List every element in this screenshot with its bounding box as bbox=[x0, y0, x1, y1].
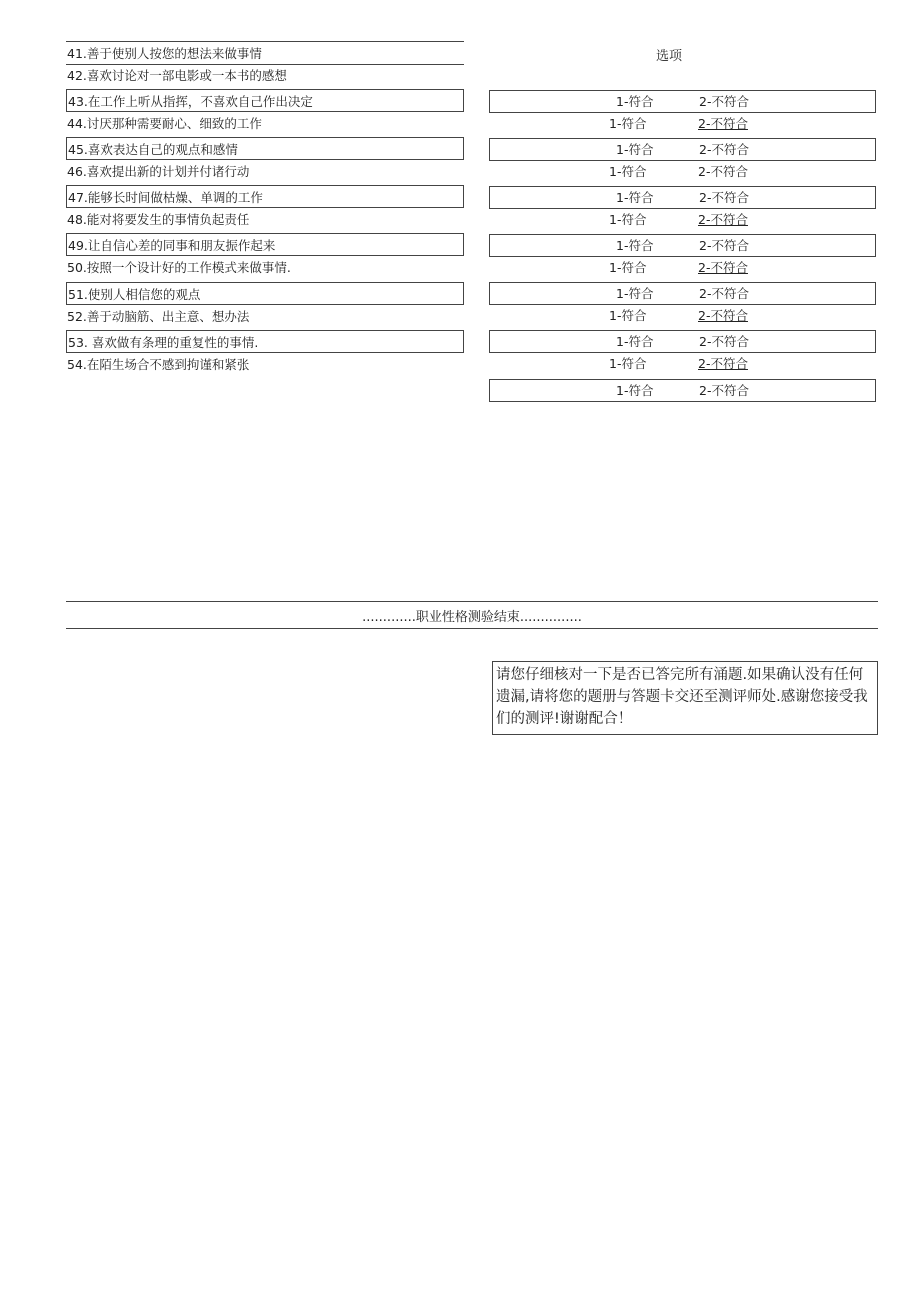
question-52: 52.善于动脑筋、出主意、想办法 bbox=[67, 309, 250, 324]
question-42: 42.喜欢讨论对一部电影或一本书的感想 bbox=[67, 68, 287, 83]
option-yes[interactable]: 1-符合 bbox=[616, 190, 654, 205]
option-yes[interactable]: 1-符合 bbox=[609, 164, 647, 179]
question-43: 43.在工作上听从指挥，不喜欢自己作出决定 bbox=[66, 89, 464, 112]
divider-bottom bbox=[66, 628, 878, 629]
option-row bbox=[489, 330, 876, 353]
option-no[interactable]: 2-不符合 bbox=[698, 164, 748, 179]
question-47: 47.能够长时间做枯燥、单调的工作 bbox=[66, 185, 464, 208]
option-yes[interactable]: 1-符合 bbox=[609, 116, 647, 131]
option-no[interactable]: 2-不符合 bbox=[698, 356, 748, 371]
divider-top bbox=[66, 601, 878, 602]
option-no[interactable]: 2-不符合 bbox=[698, 308, 748, 323]
question-54: 54.在陌生场合不感到拘谨和紧张 bbox=[67, 357, 250, 372]
option-yes[interactable]: 1-符合 bbox=[609, 212, 647, 227]
option-yes[interactable]: 1-符合 bbox=[616, 334, 654, 349]
question-49: 49.让自信心差的同事和朋友振作起来 bbox=[66, 233, 464, 256]
question-51: 51.使别人相信您的观点 bbox=[66, 282, 464, 305]
option-row bbox=[489, 305, 876, 328]
option-yes[interactable]: 1-符合 bbox=[609, 260, 647, 275]
option-no[interactable]: 2-不符合 bbox=[699, 238, 749, 253]
option-no[interactable]: 2-不符合 bbox=[699, 94, 749, 109]
options-header: 选项 bbox=[656, 49, 683, 64]
option-yes[interactable]: 1-符合 bbox=[616, 238, 654, 253]
option-row bbox=[489, 234, 876, 257]
option-row bbox=[489, 209, 876, 232]
question-50: 50.按照一个设计好的工作模式来做事情. bbox=[67, 260, 291, 275]
option-row bbox=[489, 138, 876, 161]
option-no[interactable]: 2-不符合 bbox=[699, 334, 749, 349]
option-no[interactable]: 2-不符合 bbox=[698, 212, 748, 227]
question-41: 41.善于使别人按您的想法来做事情 bbox=[66, 41, 464, 65]
question-45: 45.喜欢表达自己的观点和感情 bbox=[66, 137, 464, 160]
option-yes[interactable]: 1-符合 bbox=[616, 286, 654, 301]
option-yes[interactable]: 1-符合 bbox=[609, 356, 647, 371]
option-row bbox=[489, 353, 876, 376]
option-row bbox=[489, 379, 876, 402]
closing-note: 请您仔细核对一下是否已答完所有涌题.如果确认没有任何遗漏,请将您的题册与答题卡交还至测评师处.感谢您接受我们的测评!谢谢配合！ bbox=[492, 661, 878, 735]
option-no[interactable]: 2-不符合 bbox=[698, 116, 748, 131]
option-yes[interactable]: 1-符合 bbox=[616, 383, 654, 398]
option-no[interactable]: 2-不符合 bbox=[699, 190, 749, 205]
option-row bbox=[489, 186, 876, 209]
option-row bbox=[489, 282, 876, 305]
option-no[interactable]: 2-不符合 bbox=[699, 383, 749, 398]
option-row bbox=[489, 161, 876, 184]
option-no[interactable]: 2-不符合 bbox=[699, 142, 749, 157]
question-53: 53. 喜欢做有条理的重复性的事情. bbox=[66, 330, 464, 353]
question-44: 44.讨厌那种需要耐心、细致的工作 bbox=[67, 116, 262, 131]
option-yes[interactable]: 1-符合 bbox=[616, 94, 654, 109]
option-row bbox=[489, 90, 876, 113]
option-no[interactable]: 2-不符合 bbox=[699, 286, 749, 301]
test-end-banner: .............职业性格测验结束............... bbox=[362, 610, 582, 625]
option-row bbox=[489, 257, 876, 280]
question-48: 48.能对将要发生的事情负起责任 bbox=[67, 212, 250, 227]
option-yes[interactable]: 1-符合 bbox=[616, 142, 654, 157]
question-46: 46.喜欢提出新的计划并付诸行动 bbox=[67, 164, 250, 179]
option-no[interactable]: 2-不符合 bbox=[698, 260, 748, 275]
option-yes[interactable]: 1-符合 bbox=[609, 308, 647, 323]
option-row bbox=[489, 113, 876, 136]
